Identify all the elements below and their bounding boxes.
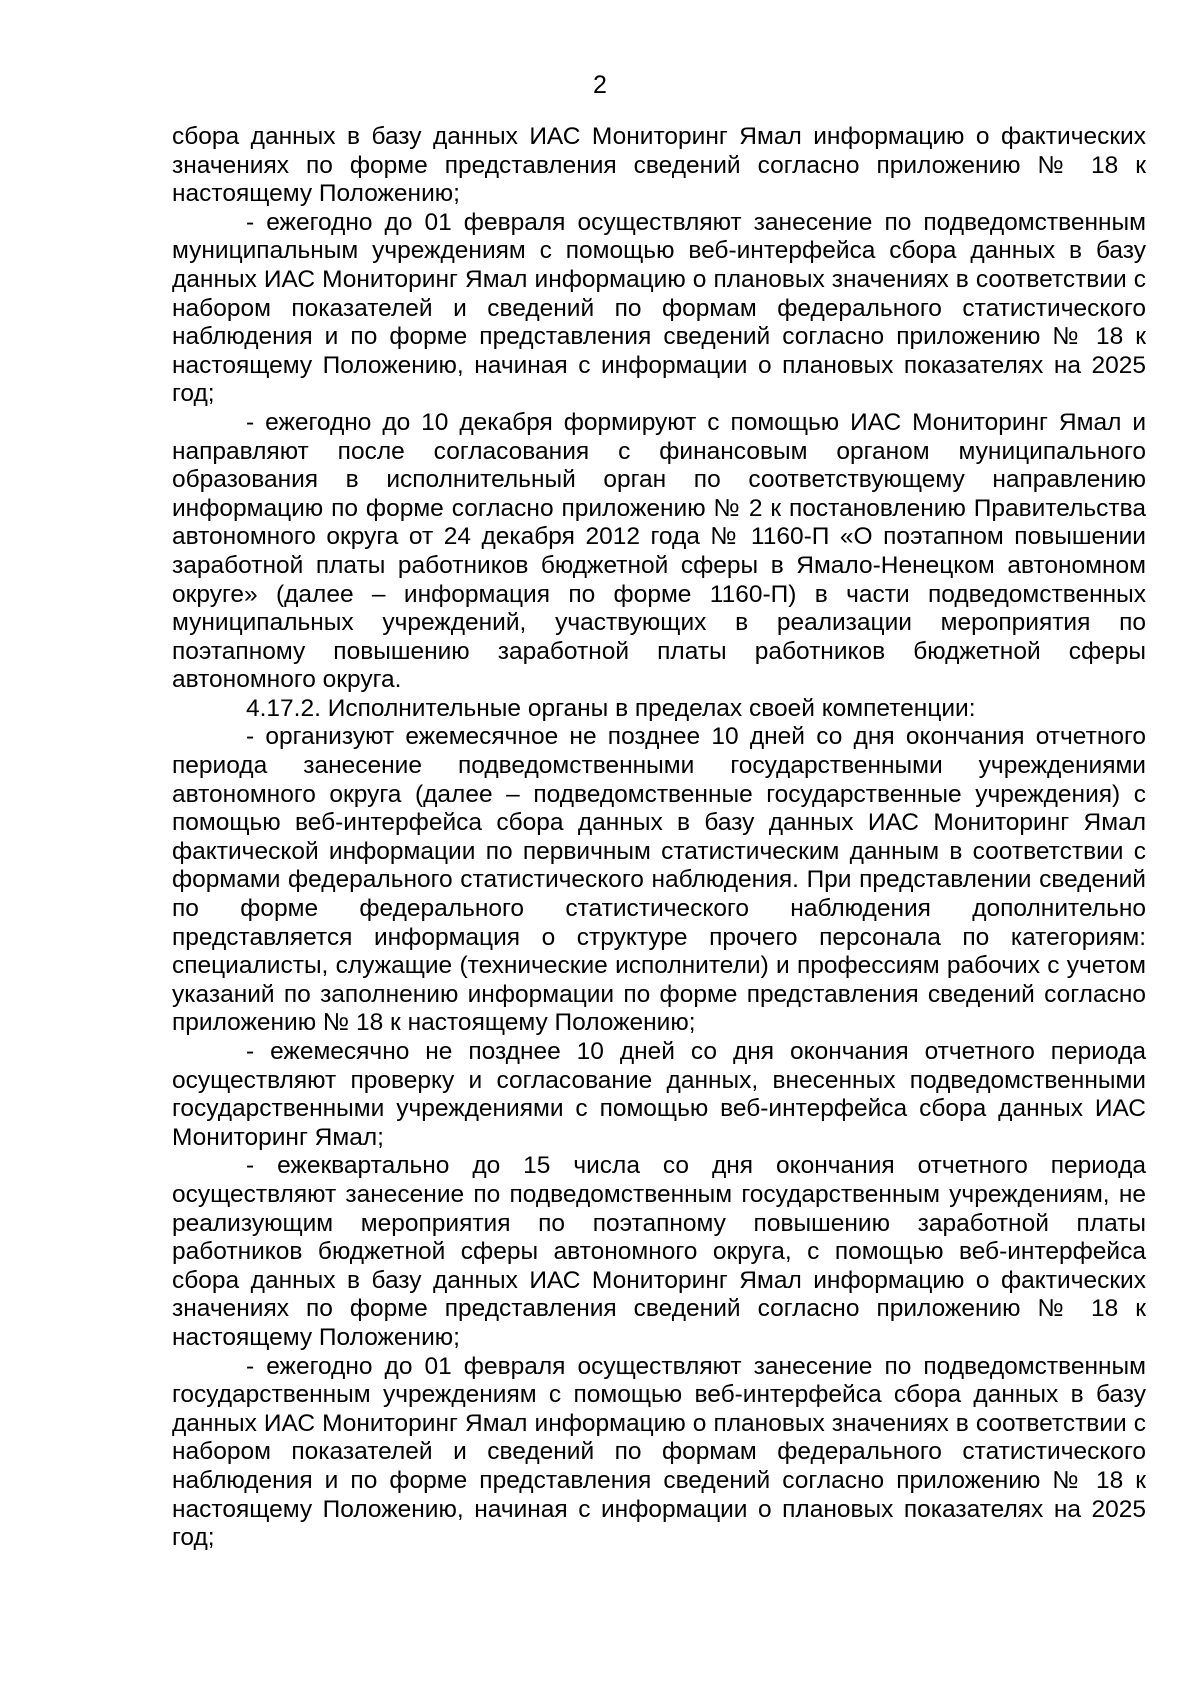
- paragraph-annual-february-municipal: - ежегодно до 01 февраля осуществляют занесение по подведомственным муниципальным учреждениям с помощью веб-интерфейса сбора данных в базу данных ИАС Мониторинг Ямал информацию о плановых значениях в соответствии с набором показателей и сведений по формам федерального статистического наблюдения и по форме представления сведений согласно приложению № 18 к настоящему Положению, начиная с информации о плановых показателях на 2025 год;: [172, 208, 1146, 408]
- paragraph-monthly-verify: - ежемесячно не позднее 10 дней со дня окончания отчетного периода осуществляют проверку и согласование данных, внесенных подведомственными государственными учреждениями с помощью веб-интерфейса сбора данных ИАС Мониторинг Ямал;: [172, 1038, 1146, 1151]
- paragraph-quarterly: - ежеквартально до 15 числа со дня окончания отчетного периода осуществляют занесение по подведомственным государственным учреждениям, не реализующим мероприятия по поэтапному повышению заработной платы работников бюджетной сферы автономного округа, с помощью веб-интерфейса сбора данных в базу данных ИАС Мониторинг Ямал информацию о фактических значениях по форме представления сведений согласно приложению № 18 к настоящему Положению;: [172, 1152, 1146, 1351]
- document-body: [172, 123, 1146, 1553]
- page-number: 2: [593, 71, 607, 99]
- paragraph-annual-december: - ежегодно до 10 декабря формируют с помощью ИАС Мониторинг Ямал и направляют после согласования с финансовым органом муниципального образования в исполнительный орган по соответствующему направлению информацию по форме согласно приложению № 2 к постановлению Правительства автономного округа от 24 декабря 2012 года № 1160-П «О поэтапном повышении заработной платы работников бюджетной сферы в Ямало-Ненецком автономном округе» (далее – информация по форме 1160-П) в части подведомственных муниципальных учреждений, участвующих в реализации мероприятия по поэтапному повышению заработной платы работников бюджетной сферы автономного округа.: [172, 408, 1146, 694]
- paragraph-annual-february-state: - ежегодно до 01 февраля осуществляют занесение по подведомственным государственным учреждениям с помощью веб-интерфейса сбора данных в базу данных ИАС Мониторинг Ямал информацию о плановых значениях в соответствии с набором показателей и сведений по формам федерального статистического наблюдения и по форме представления сведений согласно приложению № 18 к настоящему Положению, начиная с информации о плановых показателях на 2025 год;: [172, 1352, 1146, 1552]
- paragraph-continuation: сбора данных в базу данных ИАС Мониторинг Ямал информацию о фактических значениях по форме представления сведений согласно приложению № 18 к настоящему Положению;: [172, 123, 1146, 208]
- paragraph-monthly-organize: - организуют ежемесячное не позднее 10 дней со дня окончания отчетного периода занесение подведомственными государственными учреждениями автономного округа (далее – подведомственные государственные учреждения) с помощью веб-интерфейса сбора данных в базу данных ИАС Мониторинг Ямал фактической информации по первичным статистическим данным в соответствии с формами федерального статистического наблюдения. При представлении сведений по форме федерального статистического наблюдения дополнительно представляется информация о структуре прочего персонала по категориям: специалисты, служащие (технические исполнители) и профессиям рабочих с учетом указаний по заполнению информации по форме представления сведений согласно приложению № 18 к настоящему Положению;: [172, 723, 1146, 1037]
- section-heading-4-17-2: 4.17.2. Исполнительные органы в пределах своей компетенции:: [246, 694, 976, 722]
